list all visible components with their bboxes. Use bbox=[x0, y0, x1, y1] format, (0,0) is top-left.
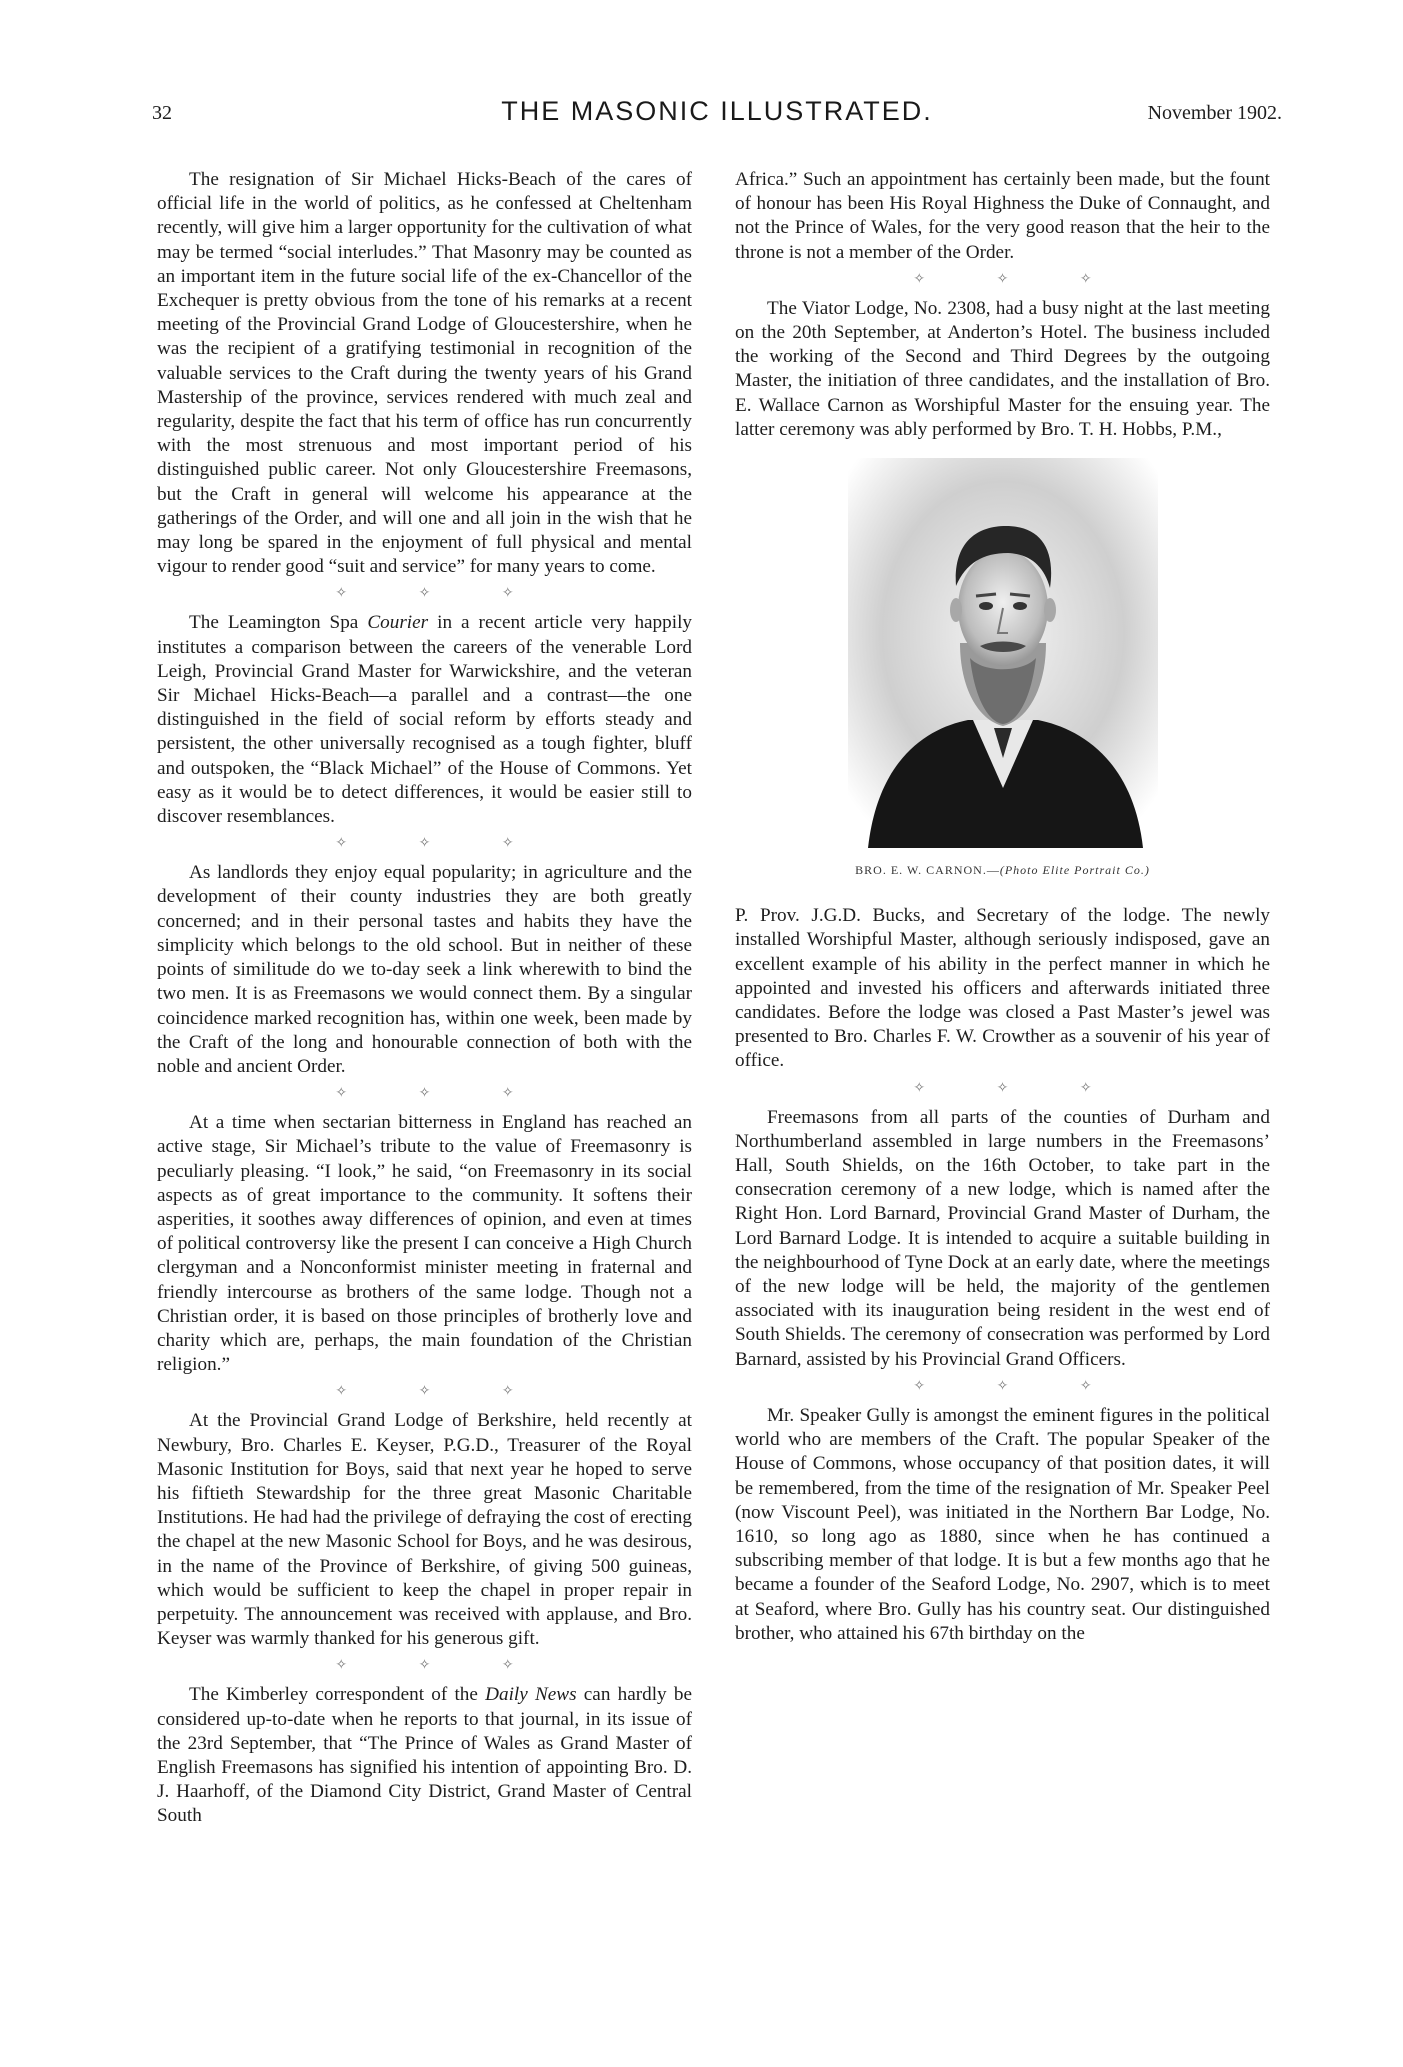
article-paragraph: As landlords they enjoy equal popularity; in agriculture and the development of their county industries they are both greatly concerned; and in their personal tastes and habits they have the simplicity which belongs to the old school. But in neither of these points of similitude do we to-day seek a link wherewith to bind the two men. It is as Freemasons we would connect them. By a singular coincidence marked recognition has, within one week, been made by the Craft of the long and honourable connection of both with the noble and ancient Order. bbox=[157, 862, 692, 1077]
portrait-photo bbox=[848, 458, 1158, 848]
masthead-title: THE MASONIC ILLUSTRATED. bbox=[501, 96, 933, 126]
section-ornament: ✧ ✧ ✧ bbox=[335, 1658, 548, 1674]
article-paragraph: The Kimberley correspondent of the Daily News can hardly be considered up-to-date when he reports to that journal, in its issue of the 23rd September, that “The Prince of Wales as Grand Master of English Freemasons has signified his intention of appointing Bro. D. J. Haarhoff, of the Diamond City District, Grand Master of Central South bbox=[157, 1684, 692, 1827]
article-paragraph: At a time when sectarian bitterness in England has reached an active stage, Sir Michael’s tribute to the value of Freemasonry is peculiarly pleasing. “I look,” he said, “on Freemasonry in its social aspects as of great importance to the community. It softens their asperities, it soothes away differences of opinion, and even at times of political controversy like the present I can conceive a High Church clergyman and a Nonconformist minister meeting in fraternal and friendly intercourse as brothers of the same lodge. Though not a Christian order, it is based on those principles of brotherly love and charity which are, perhaps, the main foundation of the Christian religion.” bbox=[157, 1112, 692, 1376]
section-ornament: ✧ ✧ ✧ bbox=[913, 271, 1126, 287]
page-number: 32 bbox=[152, 102, 172, 124]
section-ornament: ✧ ✧ ✧ bbox=[913, 1378, 1126, 1394]
section-ornament: ✧ ✧ ✧ bbox=[335, 1086, 548, 1102]
article-paragraph: Mr. Speaker Gully is amongst the eminent figures in the political world who are members of the Craft. The popular Speaker of the House of Commons, whose occupancy of that position dates, it will be remembered, from the time of the resignation of Mr. Speaker Peel (now Viscount Peel), was initiated in the Northern Bar Lodge, No. 1610, so long ago as 1880, since when he has continued a subscribing member of that lodge. It is but a few months ago that he became a founder of the Seaford Lodge, No. 2907, which is to meet at Seaford, where Bro. Gully has his country seat. Our distinguished brother, who attained his 67th birthday on the bbox=[735, 1404, 1270, 1644]
issue-date: November 1902. bbox=[1147, 102, 1282, 124]
article-paragraph: P. Prov. J.G.D. Bucks, and Secretary of the lodge. The newly installed Worshipful Master, although seriously indisposed, gave an excellent example of his ability in the perfect manner in which he appointed and invested his officers and afterwards initiated three candidates. Before the lodge was closed a Past Master’s jewel was presented to Bro. Charles F. W. Crowther as a souvenir of his year of office. bbox=[735, 905, 1270, 1072]
article-paragraph: Freemasons from all parts of the counties of Durham and Northumberland assembled in large numbers in the Freemasons’ Hall, South Shields, on the 16th October, to take part in the consecration ceremony of a new lodge, which is named after the Right Hon. Lord Barnard, Provincial Grand Master of Durham, the Lord Barnard Lodge. It is intended to acquire a suitable building in the neighbourhood of Tyne Dock at an early date, where the meetings of the new lodge will be held, the majority of the gentlemen associated with its inauguration being resident in the west end of South Shields. The ceremony of consecration was performed by Lord Barnard, assisted by his Provincial Grand Officers. bbox=[735, 1106, 1270, 1370]
page-header bbox=[152, 96, 1282, 136]
portrait-figure bbox=[735, 458, 1270, 882]
article-paragraph: At the Provincial Grand Lodge of Berkshire, held recently at Newbury, Bro. Charles E. Keyser, P.G.D., Treasurer of the Royal Masonic Institution for Boys, said that next year he hoped to serve his fiftieth Stewardship for the three great Masonic Charitable Institutions. He had had the privilege of defraying the cost of erecting the chapel at the new Masonic School for Boys, and he was desirous, in the name of the Province of Berkshire, of giving 500 guineas, which would be sufficient to keep the chapel in proper repair in perpetuity. The announcement was received with applause, and Bro. Keyser was warmly thanked for his generous gift. bbox=[157, 1410, 692, 1650]
article-paragraph: The Viator Lodge, No. 2308, had a busy night at the last meeting on the 20th September, at Anderton’s Hotel. The business included the working of the Second and Third Degrees by the outgoing Master, the initiation of three candidates, and the installation of Bro. E. Wallace Carnon as Worshipful Master for the ensuing year. The latter ceremony was ably performed by Bro. T. H. Hobbs, P.M., bbox=[735, 297, 1270, 440]
article-paragraph: The Leamington Spa Courier in a recent article very happily institutes a comparison between the careers of the venerable Lord Leigh, Provincial Grand Master for Warwickshire, and the veteran Sir Michael Hicks-Beach—a parallel and a contrast—the one distinguished in the field of social reform by efforts steady and persistent, the other universally recognised as a tough fighter, bluff and outspoken, the “Black Michael” of the House of Commons. Yet easy as it would be to detect differences, it would be easier still to discover resemblances. bbox=[157, 612, 692, 828]
section-ornament: ✧ ✧ ✧ bbox=[913, 1080, 1126, 1096]
section-ornament: ✧ ✧ ✧ bbox=[335, 1384, 548, 1400]
left-column bbox=[157, 168, 692, 1829]
section-ornament: ✧ ✧ ✧ bbox=[335, 586, 548, 602]
article-paragraph: The resignation of Sir Michael Hicks-Beach of the cares of official life in the world of politics, as he confessed at Cheltenham recently, will give him a larger opportunity for the cultivation of what may be termed “social interludes.” That Masonry may be counted as an important item in the future social life of the ex-Chancellor of the Exchequer is pretty obvious from the tone of his remarks at a recent meeting of the Provincial Grand Lodge of Gloucestershire, when he was the recipient of a gratifying testimonial in recognition of the valuable services to the Craft during the twenty years of his Grand Mastership of the province, services rendered with much zeal and regularity, despite the fact that his term of office has run concurrently with the most strenuous and most important period of his distinguished public career. Not only Gloucestershire Freemasons, but the Craft in general will welcome his appearance at the gatherings of the Order, and will one and all join in the wish that he may long be spared in the enjoyment of full physical and mental vigour to render good “suit and service” for many years to come. bbox=[157, 169, 692, 578]
right-column bbox=[735, 168, 1270, 1646]
article-paragraph: Africa.” Such an appointment has certainly been made, but the fount of honour has been His Royal Highness the Duke of Connaught, and not the Prince of Wales, for the very good reason that the heir to the throne is not a member of the Order. bbox=[735, 169, 1270, 263]
section-ornament: ✧ ✧ ✧ bbox=[335, 836, 548, 852]
publication-name: Daily News bbox=[485, 1684, 577, 1706]
publication-name: Courier bbox=[367, 612, 429, 634]
portrait-caption: BRO. E. W. CARNON.—(Photo Elite Portrait Co.) bbox=[855, 863, 1150, 878]
